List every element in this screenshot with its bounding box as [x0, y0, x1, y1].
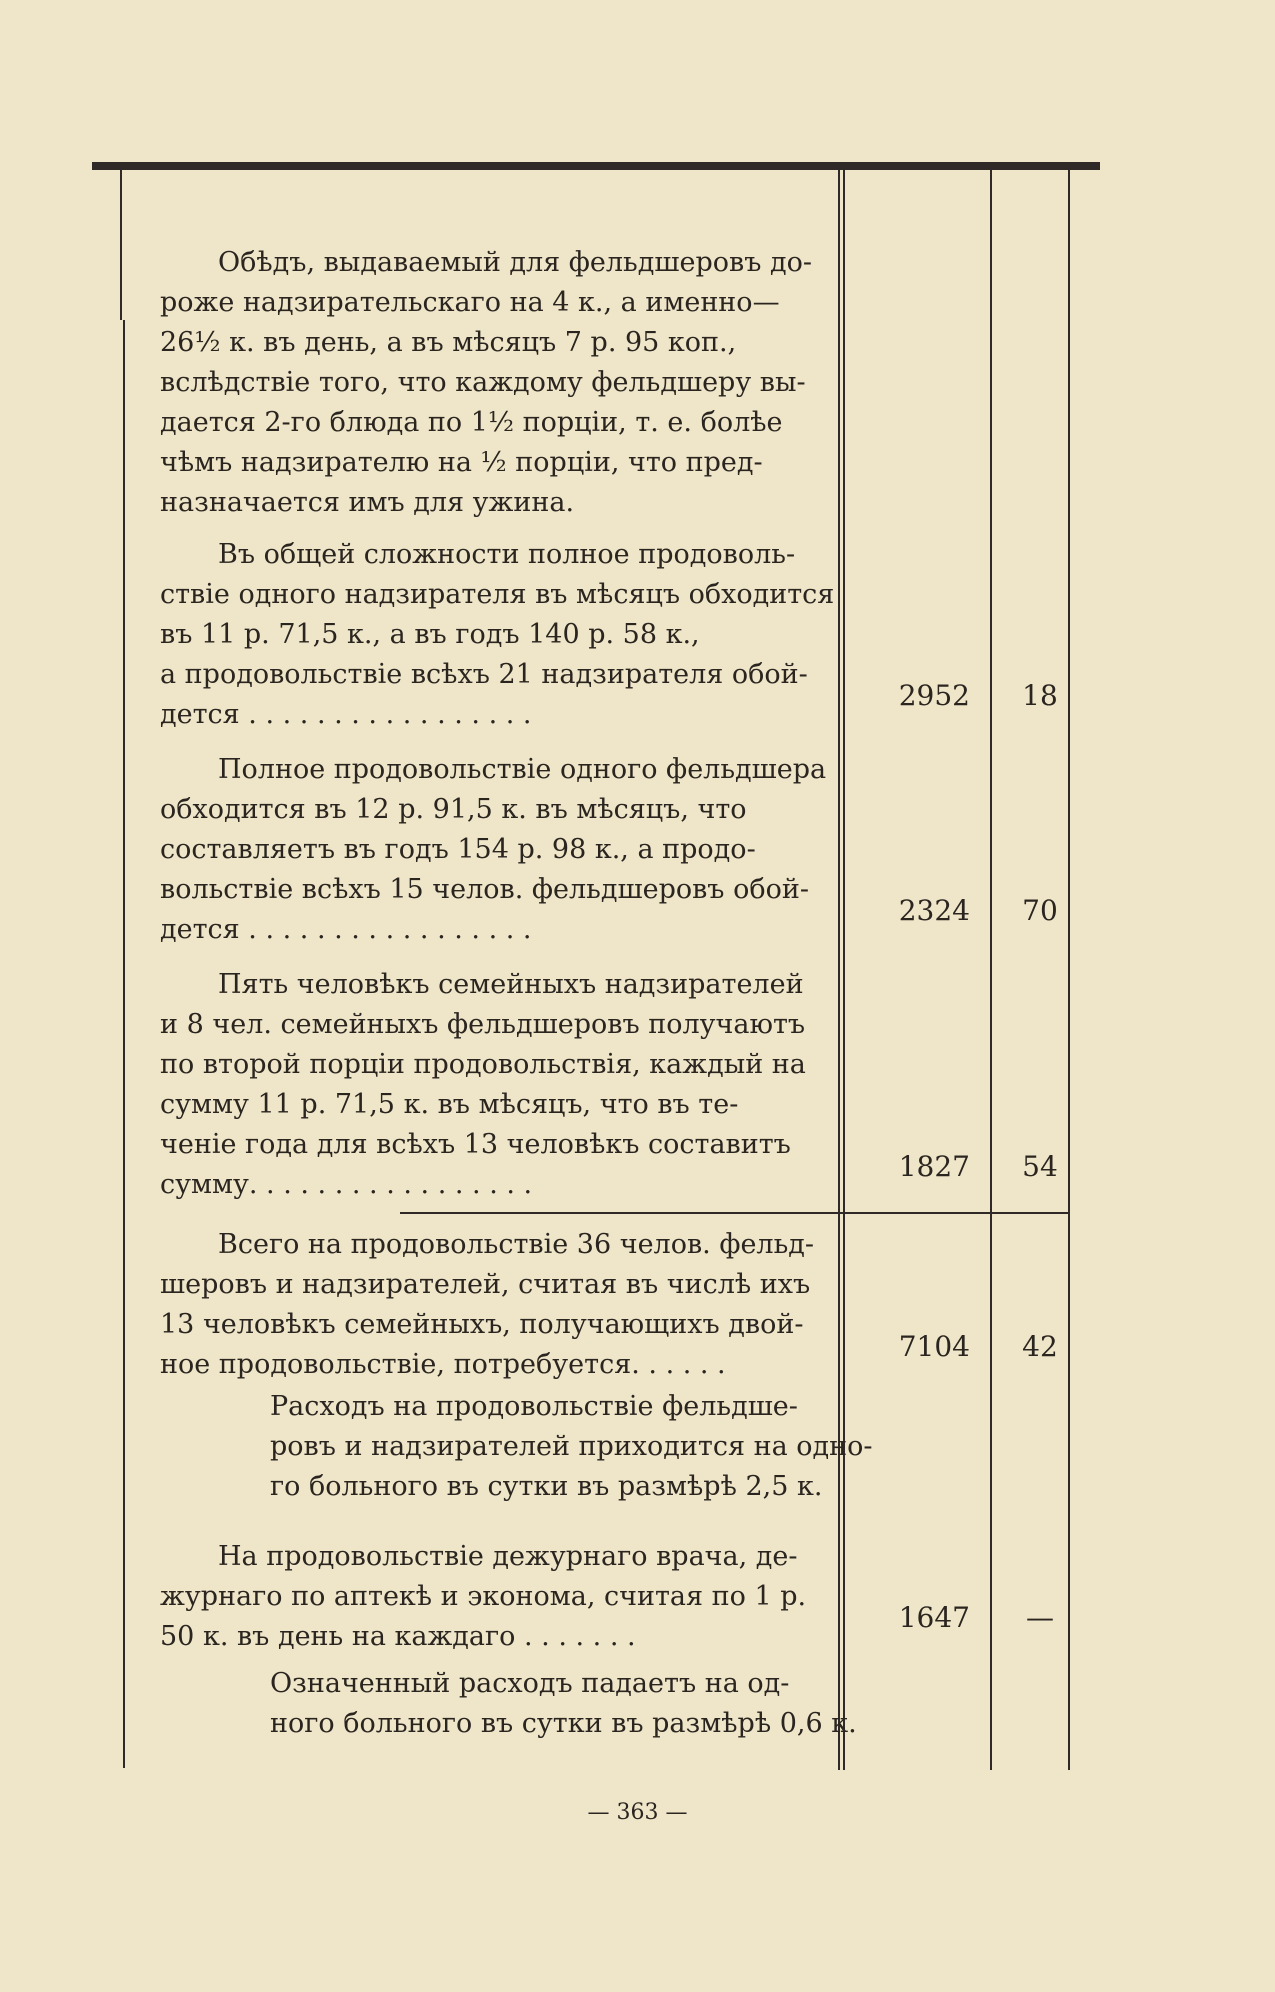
text-line: Обѣдъ, выдаваемый для фельдшеровъ до-	[218, 247, 812, 278]
kopecks-value: —	[1026, 1601, 1054, 1634]
text-line: дется . . . . . . . . . . . . . . . . .	[160, 699, 532, 730]
rubles-value: 7104	[898, 1330, 970, 1363]
text-line: ное продовольствіе, потребуется. . . . . .	[160, 1349, 726, 1380]
text-line: 50 к. въ день на каждаго . . . . . . .	[160, 1621, 636, 1652]
text-line: Расходъ на продовольствіе фельдше-	[270, 1391, 798, 1422]
text-line: составляетъ въ годъ 154 р. 98 к., а продо-	[160, 834, 756, 865]
text-line: Пять человѣкъ семейныхъ надзирателей	[218, 969, 804, 1000]
text-line: сумму 11 р. 71,5 к. въ мѣсяцъ, что въ те-	[160, 1089, 739, 1120]
page-number: — 363 —	[587, 1800, 688, 1825]
text-line: и 8 чел. семейныхъ фельдшеровъ получаютъ	[160, 1009, 806, 1040]
text-line: сумму. . . . . . . . . . . . . . . . .	[160, 1169, 533, 1200]
text-line: ровъ и надзирателей приходится на одно-	[270, 1431, 873, 1462]
text-line: вольствіе всѣхъ 15 челов. фельдшеровъ обой-	[160, 874, 809, 905]
text-line: обходится въ 12 р. 91,5 к. въ мѣсяцъ, что	[160, 794, 747, 825]
text-line: Полное продовольствіе одного фельдшера	[218, 754, 827, 785]
column-divider-text-double	[843, 170, 845, 1770]
entry-paragraph	[160, 535, 835, 735]
text-line: по второй порціи продовольствія, каждый на	[160, 1049, 806, 1080]
total-paragraph	[160, 1225, 815, 1385]
text-line: чѣмъ надзирателю на ½ порціи, что пред-	[160, 447, 763, 478]
left-border-upper	[120, 170, 122, 320]
kopecks-value: 42	[1022, 1330, 1058, 1363]
text-line: Всего на продовольствіе 36 челов. фельд-	[218, 1229, 815, 1260]
right-border	[1068, 170, 1070, 1770]
left-border	[123, 320, 125, 1768]
kopecks-value: 70	[1022, 894, 1058, 927]
total-rule	[400, 1212, 1070, 1214]
text-line: 26½ к. въ день, а въ мѣсяцъ 7 р. 95 коп.,	[160, 327, 737, 358]
entry-paragraph	[160, 243, 810, 523]
rubles-value: 2952	[898, 679, 970, 712]
text-line: а продовольствіе всѣхъ 21 надзирателя обой-	[160, 659, 808, 690]
text-line: ченіе года для всѣхъ 13 человѣкъ составитъ	[160, 1129, 791, 1160]
text-line: журнаго по аптекѣ и эконома, считая по 1 р.	[160, 1581, 807, 1612]
text-line: ствіе одного надзирателя въ мѣсяцъ обходится	[160, 579, 835, 610]
text-line: роже надзирательскаго на 4 к., а именно—	[160, 287, 780, 318]
entry-paragraph	[160, 1537, 810, 1657]
top-rule	[92, 162, 1100, 170]
text-line: Означенный расходъ падаетъ на од-	[270, 1668, 790, 1699]
text-line: го больного въ сутки въ размѣрѣ 2,5 к.	[270, 1471, 823, 1502]
text-line: въ 11 р. 71,5 к., а въ годъ 140 р. 58 к.,	[160, 619, 700, 650]
text-line: На продовольствіе дежурнаго врача, де-	[218, 1541, 798, 1572]
rubles-value: 2324	[898, 894, 970, 927]
kopecks-value: 54	[1022, 1150, 1058, 1183]
text-line: назначается имъ для ужина.	[160, 487, 575, 518]
note-paragraph	[160, 1387, 873, 1507]
text-line: дается 2-го блюда по 1½ порціи, т. е. болѣе	[160, 407, 783, 438]
text-line: шеровъ и надзирателей, считая въ числѣ ихъ	[160, 1269, 811, 1300]
column-divider-rub	[990, 170, 992, 1770]
rubles-value: 1827	[898, 1150, 970, 1183]
text-line: дется . . . . . . . . . . . . . . . . .	[160, 914, 532, 945]
text-line: вслѣдствіе того, что каждому фельдшеру вы-	[160, 367, 806, 398]
entry-paragraph	[160, 750, 827, 950]
text-line: ного больного въ сутки въ размѣрѣ 0,6 к.	[270, 1708, 857, 1739]
column-divider-text	[838, 170, 840, 1770]
note-paragraph	[160, 1664, 857, 1744]
kopecks-value: 18	[1022, 679, 1058, 712]
rubles-value: 1647	[898, 1601, 970, 1634]
text-line: 13 человѣкъ семейныхъ, получающихъ двой-	[160, 1309, 804, 1340]
entry-paragraph	[160, 965, 810, 1205]
text-line: Въ общей сложности полное продоволь-	[218, 539, 796, 570]
